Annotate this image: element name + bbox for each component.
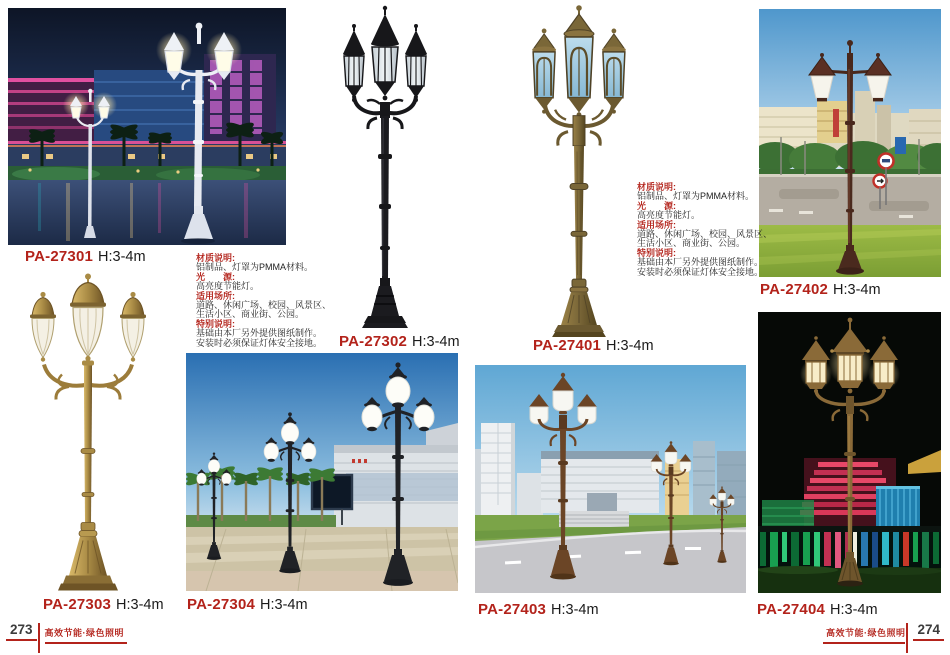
- product-code: PA-27404: [757, 601, 826, 618]
- product-code: PA-27304: [187, 596, 256, 613]
- spec-text-special-1: 基础由本厂另外提供图纸制作。: [637, 257, 764, 268]
- spec-heading-usage: 适用场所:: [196, 290, 235, 301]
- product-label-pa-27403: [478, 601, 599, 619]
- product-height: H:3-4m: [412, 334, 460, 350]
- product-photo-pa-27404: [758, 312, 941, 593]
- spec-block-2: [637, 183, 785, 277]
- product-label-pa-27302: [339, 333, 460, 351]
- page-number-left: 273: [6, 623, 37, 641]
- spec-text-usage-1: 道路、休闲广场、校园、风景区、: [637, 229, 773, 240]
- spec-text-special-2: 安装时必须保证灯体安全接地。: [196, 337, 323, 348]
- office-street-scene: [475, 365, 746, 593]
- product-code: PA-27403: [478, 601, 547, 618]
- product-code: PA-27301: [25, 248, 94, 265]
- night-waterfront-scene: [758, 312, 941, 593]
- spec-heading-source: 光 源:: [196, 271, 235, 282]
- product-image-pa-27303: [13, 270, 163, 596]
- product-photo-pa-27403: [475, 365, 746, 593]
- bronze-gothic-lamp-post-illustration: [523, 4, 635, 338]
- product-photo-pa-27402: [759, 9, 941, 277]
- product-code: PA-27302: [339, 333, 408, 350]
- spec-heading-material: 材质说明:: [637, 182, 676, 192]
- spec-text-special-1: 基础由本厂另外提供图纸制作。: [196, 328, 323, 339]
- product-image-pa-27302: [333, 4, 437, 334]
- spec-text-source: 高亮度节能灯。: [637, 210, 701, 221]
- footer-left: [6, 623, 127, 653]
- night-plaza-scene: [8, 8, 286, 245]
- product-height: H:3-4m: [833, 282, 881, 298]
- spec-text-special-2: 安装时必须保证灯体安全接地。: [637, 266, 764, 277]
- footer-divider-right: [906, 623, 908, 653]
- product-label-pa-27304: [187, 596, 308, 614]
- product-label-pa-27404: [757, 601, 878, 619]
- spec-block-1: [196, 254, 344, 348]
- product-label-pa-27303: [43, 596, 164, 614]
- product-code: PA-27303: [43, 596, 112, 613]
- product-code: PA-27402: [760, 281, 829, 298]
- spec-heading-special: 特别说明:: [196, 318, 235, 329]
- spec-text-usage-2: 生活小区、商业街、公园。: [196, 309, 305, 320]
- footer-right: [823, 623, 944, 653]
- product-label-pa-27402: [760, 281, 881, 299]
- spec-heading-usage: 适用场所:: [637, 219, 676, 230]
- daytime-street-scene: [759, 9, 941, 277]
- gold-lamp-post-illustration: [13, 270, 163, 596]
- product-height: H:3-4m: [551, 602, 599, 618]
- product-image-pa-27401: [523, 4, 635, 338]
- spec-text-source: 高亮度节能灯。: [196, 281, 260, 292]
- spec-text-material: 铝制品、灯罩为PMMA材料。: [196, 262, 314, 273]
- spec-heading-material: 材质说明:: [196, 253, 235, 263]
- product-height: H:3-4m: [606, 338, 654, 354]
- spec-text-material: 铝制品、灯罩为PMMA材料。: [637, 191, 755, 202]
- product-height: H:3-4m: [116, 597, 164, 613]
- product-label-pa-27401: [533, 337, 654, 355]
- product-photo-pa-27301: [8, 8, 286, 245]
- footer-slogan-right: 高效节能·绿色照明: [823, 623, 906, 644]
- spec-heading-special: 特别说明:: [637, 247, 676, 258]
- product-photo-pa-27304: [186, 353, 458, 591]
- footer-divider-left: [38, 623, 40, 653]
- product-height: H:3-4m: [830, 602, 878, 618]
- black-lamp-post-illustration: [333, 4, 437, 334]
- product-label-pa-27301: [25, 248, 146, 266]
- spec-text-usage-2: 生活小区、商业街、公园。: [637, 238, 746, 249]
- product-code: PA-27401: [533, 337, 602, 354]
- spec-text-usage-1: 道路、休闲广场、校园、风景区、: [196, 300, 332, 311]
- footer-slogan-left: 高效节能·绿色照明: [45, 623, 128, 644]
- spec-heading-source: 光 源:: [637, 200, 676, 211]
- product-height: H:3-4m: [260, 597, 308, 613]
- product-height: H:3-4m: [98, 249, 146, 265]
- page-number-right: 274: [913, 623, 944, 641]
- plaza-scene: [186, 353, 458, 591]
